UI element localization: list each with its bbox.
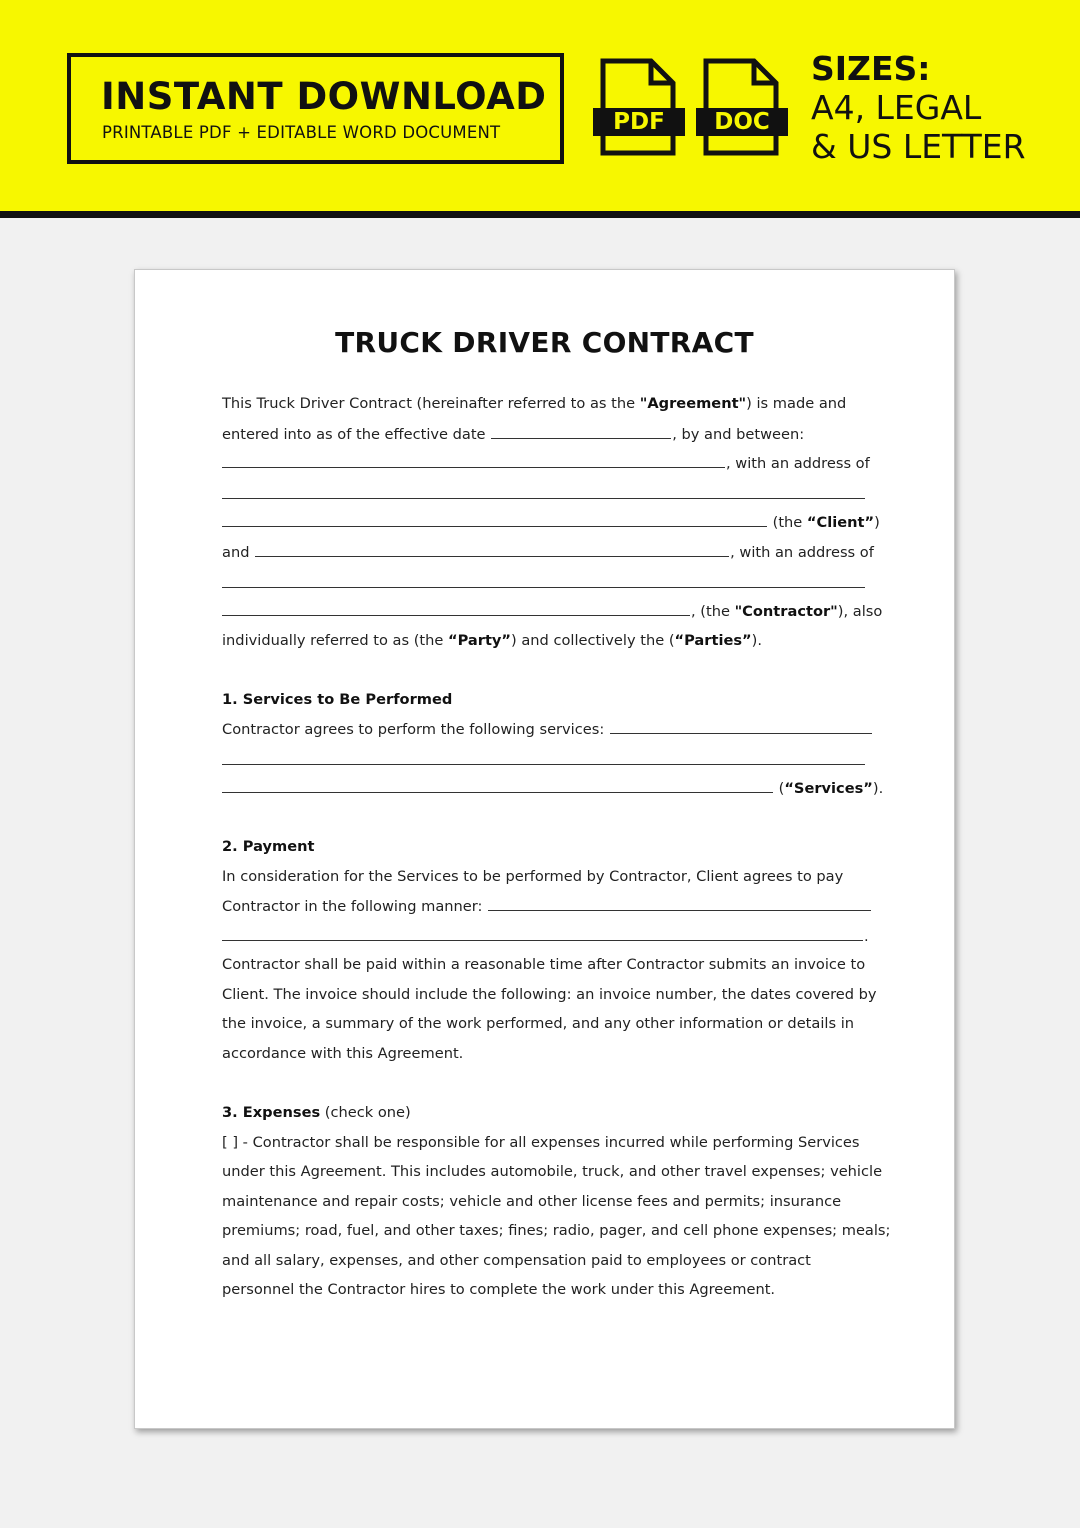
section-2-paragraph-line-2: Client. The invoice should include the following: an invoice number, the dates covered by bbox=[222, 986, 877, 1003]
section-2-line-3: . bbox=[222, 926, 869, 947]
services-field-2[interactable] bbox=[222, 764, 865, 765]
client-name-field[interactable] bbox=[222, 453, 725, 468]
sizes-line-1: A4, LEGAL bbox=[811, 88, 982, 127]
payment-manner-field-2[interactable] bbox=[222, 926, 863, 941]
section-2-paragraph-line-4: accordance with this Agreement. bbox=[222, 1045, 464, 1062]
intro-line-6: and , with an address of bbox=[222, 544, 874, 561]
contractor-address-field-2[interactable] bbox=[222, 601, 690, 616]
section-1-heading: 1. Services to Be Performed bbox=[222, 691, 453, 708]
client-address-field-2[interactable] bbox=[222, 512, 767, 527]
services-field-3[interactable] bbox=[222, 778, 773, 793]
document-page bbox=[134, 269, 955, 1429]
doc-label: DOC bbox=[696, 108, 788, 136]
intro-line-3: , with an address of bbox=[222, 453, 869, 474]
promo-banner bbox=[0, 0, 1080, 218]
section-2-line-1: In consideration for the Services to be performed by Contractor, Client agrees to pay bbox=[222, 868, 844, 885]
services-field[interactable] bbox=[610, 719, 872, 734]
contractor-address-field[interactable] bbox=[222, 587, 865, 588]
instant-download-subtitle: PRINTABLE PDF + EDITABLE WORD DOCUMENT bbox=[102, 123, 501, 142]
sizes-block bbox=[811, 49, 1026, 166]
section-3-line-6: personnel the Contractor hires to complete the work under this Agreement. bbox=[222, 1281, 776, 1298]
instant-download-box bbox=[67, 53, 564, 164]
instant-download-title: INSTANT DOWNLOAD bbox=[101, 75, 547, 118]
intro-line-8: , (the "Contractor"), also bbox=[222, 601, 869, 622]
section-3-line-2: under this Agreement. This includes automobile, truck, and other travel expenses; vehicle bbox=[222, 1163, 883, 1180]
intro-line-5: (the “Client”) bbox=[222, 512, 869, 533]
client-address-field[interactable] bbox=[222, 498, 865, 499]
section-2-paragraph-line-3: the invoice, a summary of the work performed, and any other information or details in bbox=[222, 1015, 854, 1032]
pdf-label: PDF bbox=[593, 108, 685, 136]
section-3-line-4: premiums; road, fuel, and other taxes; fines; radio, pager, and cell phone expenses; meals; bbox=[222, 1222, 891, 1239]
section-3-heading: 3. Expenses (check one) bbox=[222, 1104, 411, 1121]
document-title: TRUCK DRIVER CONTRACT bbox=[335, 326, 754, 359]
section-2-paragraph-line-1: Contractor shall be paid within a reasonable time after Contractor submits an invoice to bbox=[222, 956, 866, 973]
doc-file-icon bbox=[696, 58, 792, 158]
section-1-line-1: Contractor agrees to perform the following services: bbox=[222, 719, 869, 740]
contractor-name-field[interactable] bbox=[255, 542, 729, 557]
section-3-line-3: maintenance and repair costs; vehicle and other license fees and permits; insurance bbox=[222, 1193, 842, 1210]
section-3-line-5: and all salary, expenses, and other compensation paid to employees or contract bbox=[222, 1252, 811, 1269]
section-2-line-2: Contractor in the following manner: bbox=[222, 896, 869, 917]
pdf-file-icon bbox=[593, 58, 689, 158]
section-2-heading: 2. Payment bbox=[222, 838, 315, 855]
payment-manner-field[interactable] bbox=[488, 896, 871, 911]
section-3-line-1: [ ] - Contractor shall be responsible for all expenses incurred while performing Services bbox=[222, 1134, 860, 1151]
sizes-heading: SIZES: bbox=[811, 49, 931, 88]
effective-date-field[interactable] bbox=[491, 424, 671, 439]
intro-line-9: individually referred to as (the “Party”) and collectively the (“Parties”). bbox=[222, 632, 762, 649]
section-1-line-3: (“Services”). bbox=[222, 778, 869, 799]
intro-line-1: This Truck Driver Contract (hereinafter referred to as the "Agreement") is made and bbox=[222, 395, 847, 412]
sizes-line-2: & US LETTER bbox=[811, 127, 1026, 166]
intro-line-2: entered into as of the effective date , by and between: bbox=[222, 426, 805, 443]
